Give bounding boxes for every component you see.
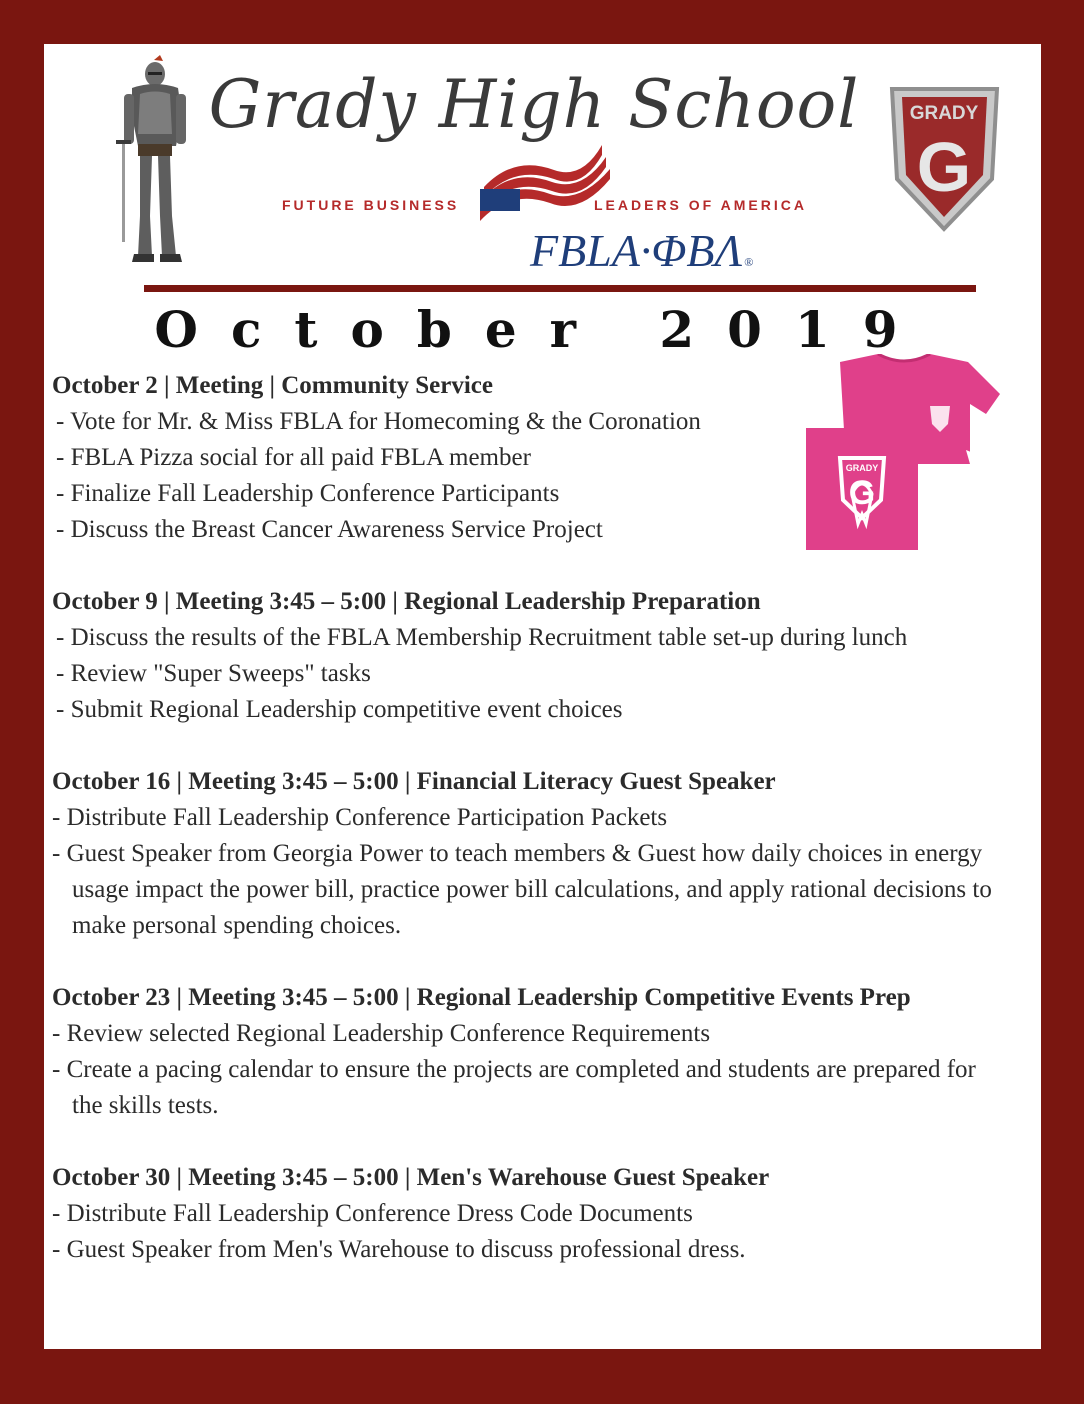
meeting-heading: October 30 | Meeting 3:45 – 5:00 | Men's Warehouse Guest Speaker <box>52 1164 770 1191</box>
meeting-heading: October 16 | Meeting 3:45 – 5:00 | Financial Literacy Guest Speaker <box>52 768 776 795</box>
shirt-letter: G <box>848 474 876 512</box>
meeting-item: - Vote for Mr. & Miss FBLA for Homecoming & the Coronation <box>56 408 701 435</box>
meeting-oct-16 <box>52 764 1012 944</box>
meeting-item: - FBLA Pizza social for all paid FBLA member <box>56 444 531 471</box>
meeting-item: - Finalize Fall Leadership Conference Participants <box>56 480 560 507</box>
meeting-item: - Distribute Fall Leadership Conference Participation Packets <box>52 804 668 831</box>
meeting-item: - Discuss the Breast Cancer Awareness Service Project <box>56 516 603 543</box>
fbla-right-text: LEADERS OF AMERICA <box>594 197 807 213</box>
meeting-oct-9 <box>52 584 1012 728</box>
meeting-item: - Discuss the results of the FBLA Membership Recruitment table set-up during lunch <box>56 624 908 651</box>
meeting-item: - Guest Speaker from Men's Warehouse to discuss professional dress. <box>52 1236 746 1263</box>
meeting-item: - Review "Super Sweeps" tasks <box>56 660 371 687</box>
meeting-heading: October 9 | Meeting 3:45 – 5:00 | Regional Leadership Preparation <box>52 588 761 615</box>
meeting-item: - Submit Regional Leadership competitive event choices <box>56 696 623 723</box>
meeting-oct-30 <box>52 1160 1012 1268</box>
shield-text: GRADY <box>909 103 979 124</box>
knight-mascot-image <box>110 54 200 269</box>
registered-mark: ® <box>744 255 754 269</box>
meeting-oct-2 <box>52 368 1012 548</box>
fbla-flag-icon <box>470 139 618 231</box>
meeting-item: - Review selected Regional Leadership Conference Requirements <box>52 1020 711 1047</box>
meeting-heading: October 23 | Meeting 3:45 – 5:00 | Regional Leadership Competitive Events Prep <box>52 984 911 1011</box>
meetings-list <box>52 368 1012 1304</box>
meeting-item: - Distribute Fall Leadership Conference Dress Code Documents <box>52 1200 693 1227</box>
meeting-item: - Guest Speaker from Georgia Power to teach members & Guest how daily choices in energy usage impact the power bill, practice power bill calculations, and apply rational decisions to make personal spending choices. <box>52 840 992 939</box>
meeting-oct-23 <box>52 980 1012 1124</box>
fbla-logo-text <box>530 224 753 277</box>
shield-letter: G <box>916 128 972 206</box>
school-title: Grady High School <box>208 66 860 143</box>
fbla-logo-letters: FBLA·ΦΒΛ <box>530 225 743 276</box>
shirt-text: GRADY <box>845 463 879 473</box>
meeting-heading: October 2 | Meeting | Community Service <box>52 372 494 399</box>
fbla-left-text: FUTURE BUSINESS <box>282 197 460 213</box>
meeting-item: - Create a pacing calendar to ensure the projects are completed and students are prepared for the skills tests. <box>52 1056 976 1119</box>
header-divider <box>144 285 976 292</box>
newsletter-page <box>44 44 1041 1349</box>
month-title: October 2019 <box>154 300 931 359</box>
